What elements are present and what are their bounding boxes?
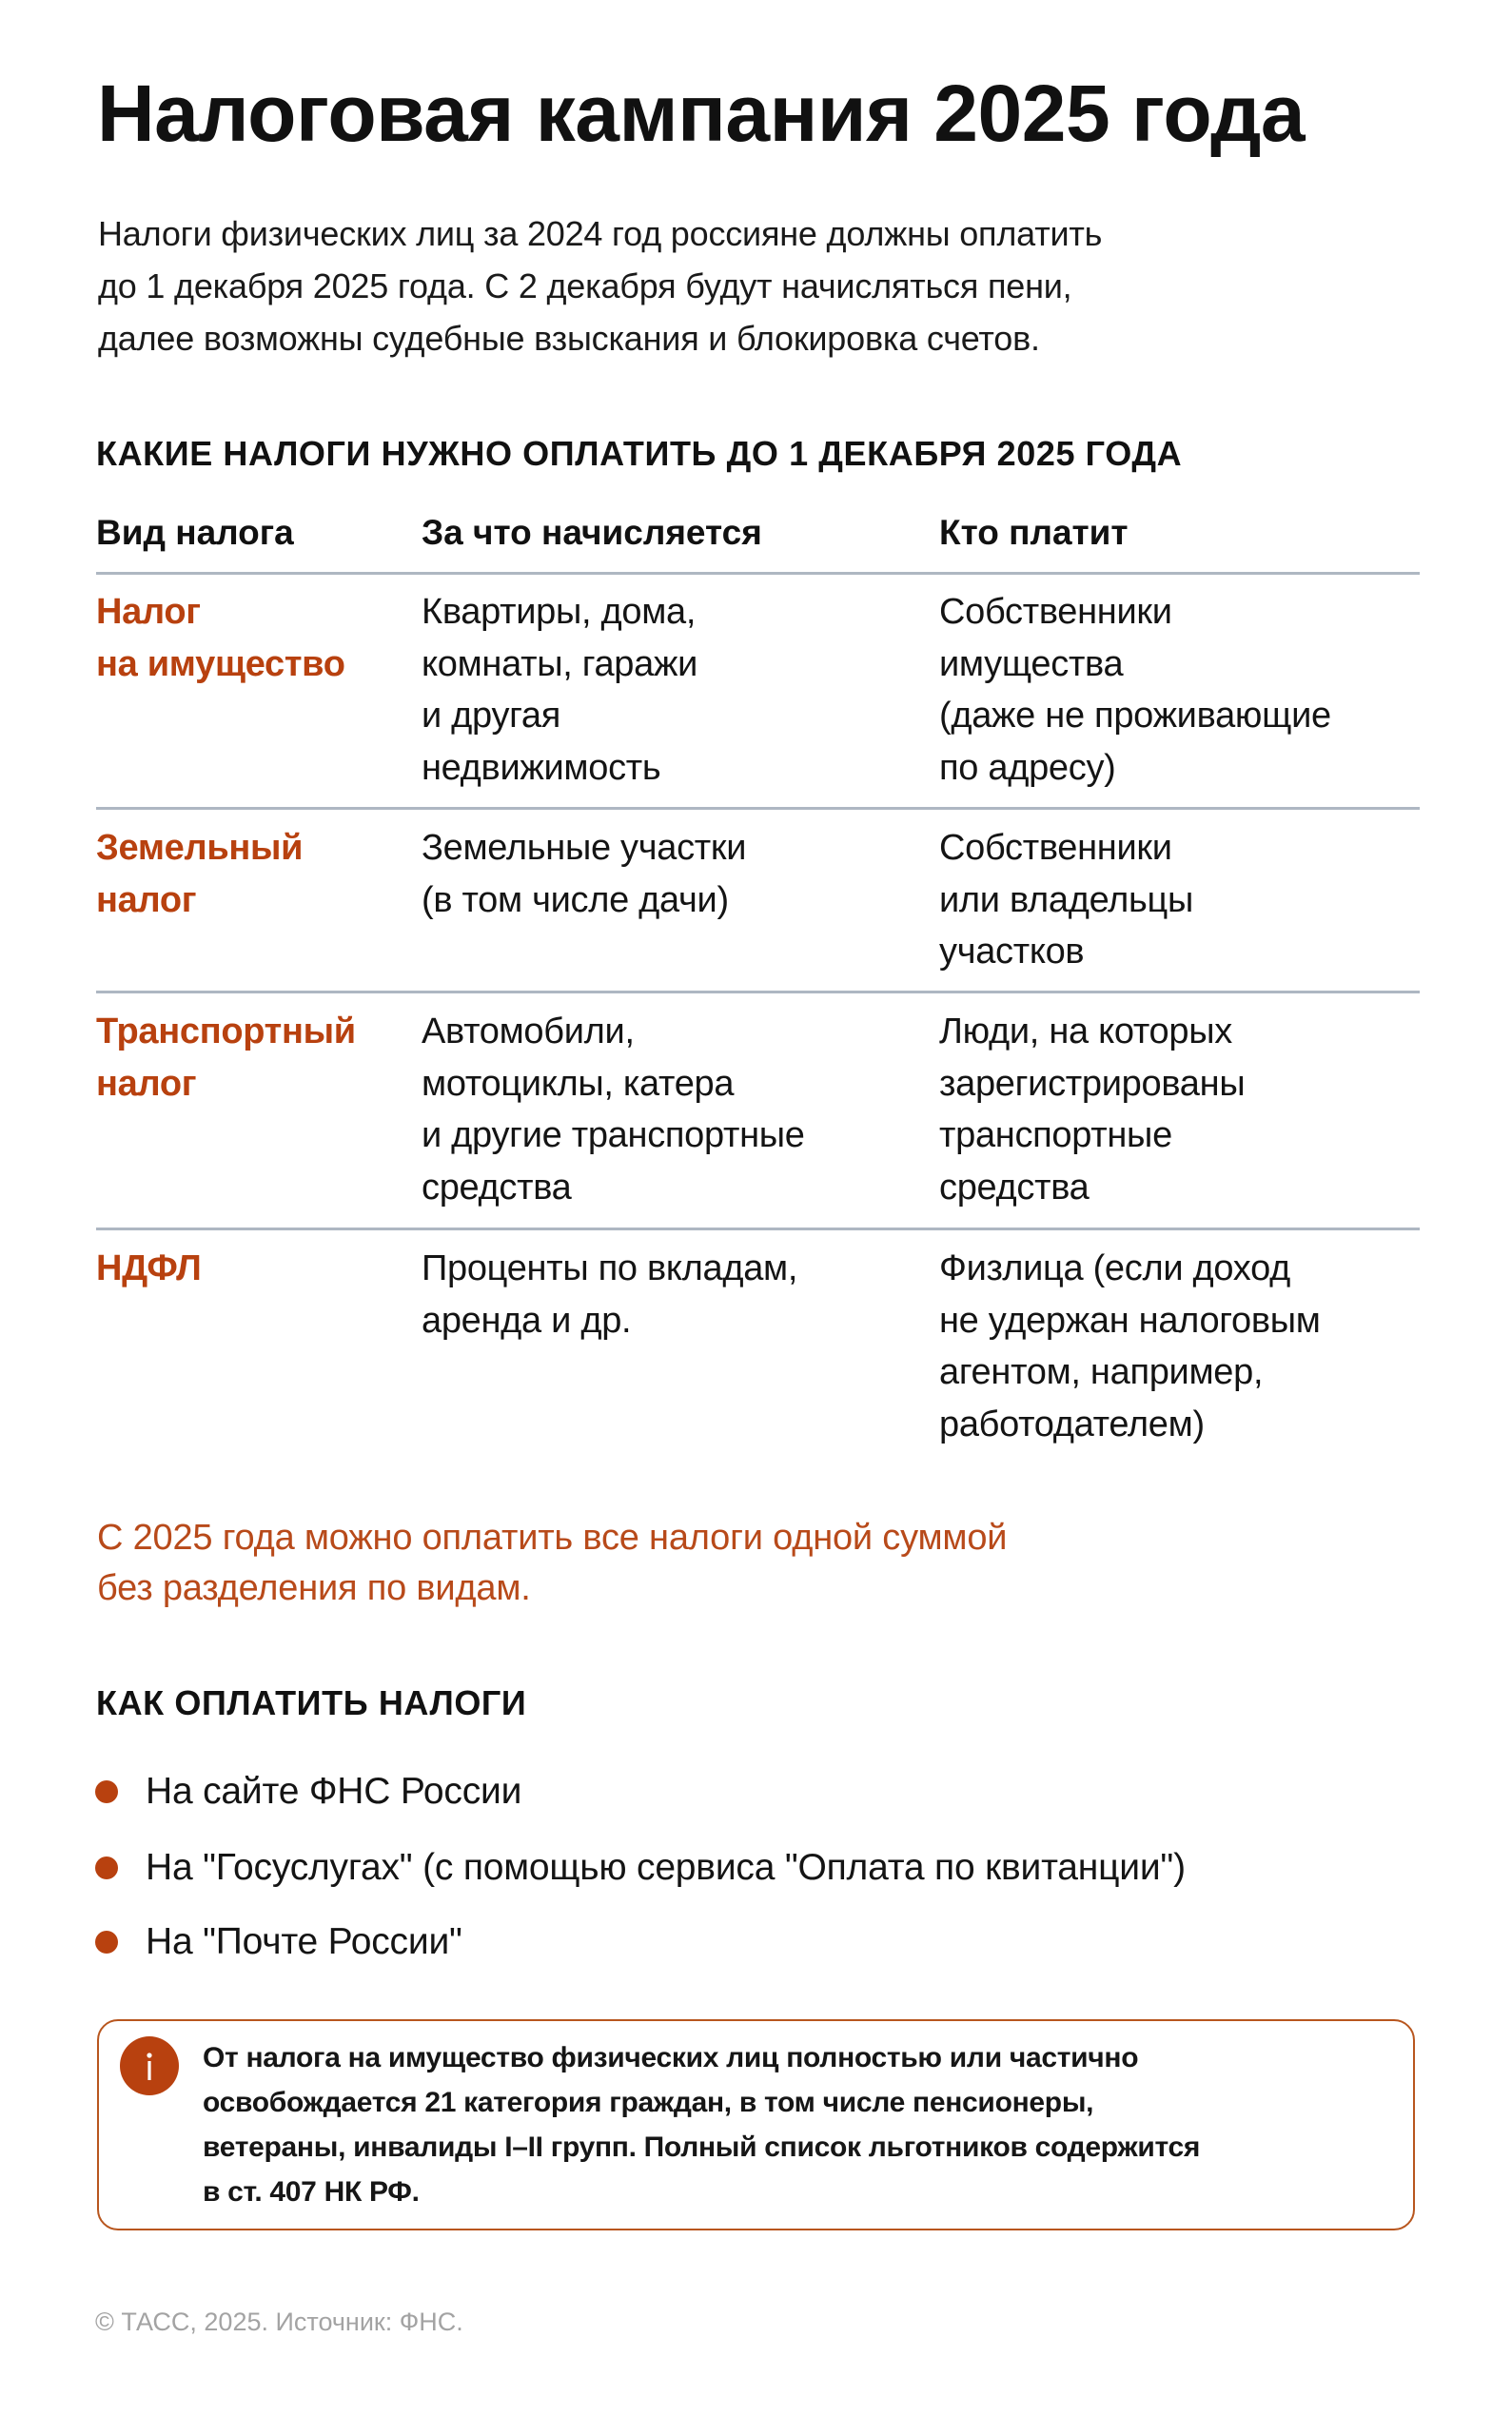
bullet-icon [95,1780,118,1803]
cell-line: Люди, на которых [939,1012,1232,1051]
cell-line: налог [96,879,197,920]
taxes-section-heading: КАКИЕ НАЛОГИ НУЖНО ОПЛАТИТЬ ДО 1 ДЕКАБРЯ 2025 ГОДА [96,434,1183,473]
cell-line: Квартиры, дома, [422,592,697,632]
who-cell [939,1243,1321,1450]
cell-line: комнаты, гаражи [422,643,698,684]
bullet-icon [95,1856,118,1879]
cell-line: и другая [422,696,561,736]
cell-line: Проценты по вкладам, [422,1248,798,1288]
cell-line: средства [422,1167,572,1208]
cell-line: Собственники [939,828,1172,868]
cell-line: НДФЛ [96,1248,202,1288]
who-cell [939,586,1331,794]
tax-type-cell [96,586,345,690]
intro-line: до 1 декабря 2025 года. С 2 декабря будут начисляться пени, [98,266,1072,305]
cell-line: (даже не проживающие [939,696,1331,736]
single-payment-note [97,1513,1007,1614]
info-line: ветераны, инвалиды I–II групп. Полный список льготников содержится [203,2132,1201,2163]
cell-line: работодателем) [939,1404,1205,1444]
tax-type-cell [96,1006,356,1110]
list-item-text: На сайте ФНС России [146,1771,522,1812]
intro-line: далее возможны судебные взыскания и блокировка счетов. [98,319,1040,358]
list-item-text: На "Почте России" [146,1921,462,1962]
cell-line: не удержан налоговым [939,1300,1321,1341]
info-line: в ст. 407 НК РФ. [203,2176,420,2208]
intro-paragraph [98,207,1102,364]
what-cell [422,1006,805,1213]
cell-line: Физлица (если доход [939,1248,1290,1288]
info-line: От налога на имущество физических лиц полностью или частично [203,2042,1139,2073]
cell-line: налог [96,1063,197,1104]
cell-line: агентом, например, [939,1352,1264,1392]
source-footer: © ТАСС, 2025. Источник: ФНС. [95,2308,463,2336]
page-title: Налоговая кампания 2025 года [97,69,1306,158]
cell-line: Транспортный [96,1012,356,1051]
cell-line: Земельные участки [422,828,747,868]
info-line: освобождается 21 категория граждан, в том числе пенсионеры, [203,2087,1094,2118]
cell-line: мотоциклы, катера [422,1063,735,1104]
cell-line: Земельный [96,828,304,868]
cell-line: зарегистрированы [939,1063,1246,1104]
table-divider [96,991,1420,993]
cell-line: аренда и др. [422,1300,632,1341]
info-text [203,2035,1200,2214]
note-line: С 2025 года можно оплатить все налоги одной суммой [97,1518,1008,1558]
intro-line: Налоги физических лиц за 2024 год россияне должны оплатить [98,214,1103,253]
cell-line: по адресу) [939,747,1116,788]
cell-line: Налог [96,592,201,632]
what-cell [422,586,697,794]
cell-line: средства [939,1167,1090,1208]
info-icon [120,2036,179,2095]
cell-line: недвижимость [422,747,661,788]
column-header-tax-type: Вид налога [96,513,294,552]
cell-line: Собственники [939,592,1172,632]
table-divider [96,1228,1420,1230]
cell-line: транспортные [939,1115,1172,1155]
who-cell [939,822,1193,978]
cell-line: и другие транспортные [422,1115,805,1155]
table-divider [96,572,1420,575]
column-header-who: Кто платит [939,513,1129,552]
cell-line: участков [939,932,1085,972]
cell-line: или владельцы [939,879,1193,920]
cell-line: (в том числе дачи) [422,879,729,920]
what-cell [422,822,746,926]
cell-line: Автомобили, [422,1012,635,1051]
list-item-text: На "Госуслугах" (с помощью сервиса "Оплата по квитанции") [146,1847,1186,1888]
cell-line: имущества [939,643,1124,684]
table-divider [96,807,1420,810]
tax-type-cell [96,822,303,926]
bullet-icon [95,1931,118,1954]
tax-type-cell [96,1243,201,1295]
info-box [97,2019,1415,2230]
who-cell [939,1006,1245,1213]
column-header-what: За что начисляется [422,513,762,552]
cell-line: на имущество [96,643,345,684]
what-cell [422,1243,797,1346]
payment-section-heading: КАК ОПЛАТИТЬ НАЛОГИ [96,1683,527,1722]
note-line: без разделения по видам. [97,1568,531,1608]
